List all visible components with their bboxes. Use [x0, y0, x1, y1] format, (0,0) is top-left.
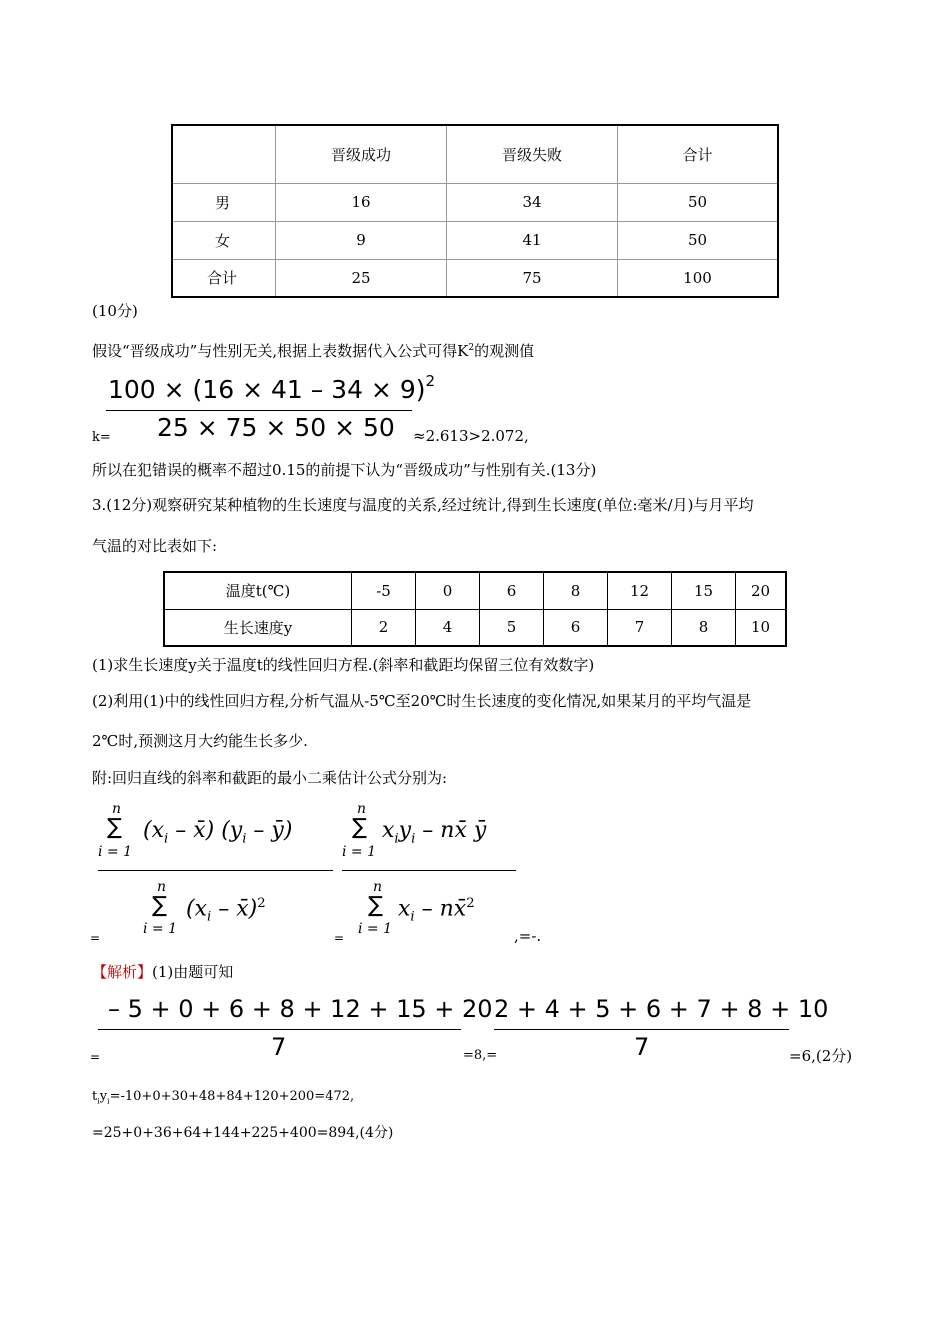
sigma-symbol: ∑	[152, 893, 167, 918]
numerator-2-expression	[382, 818, 486, 846]
subscript-i: i	[207, 909, 212, 925]
table-row-label: 生长速度y	[164, 609, 352, 646]
table-cell: 10	[736, 609, 787, 646]
table-cell: 0	[416, 572, 480, 609]
sum-lower-limit: i = 1	[342, 844, 377, 860]
table-row-label: 温度t(℃)	[164, 572, 352, 609]
sum-lower-limit: i = 1	[143, 921, 178, 937]
sigma-symbol: ∑	[352, 815, 367, 840]
numerator-text: 100 × (16 × 41 – 34 × 9)	[108, 375, 426, 404]
table-header-cell: 合计	[618, 125, 779, 183]
table-cell: 75	[447, 259, 618, 297]
mean-t-result: =8,=	[463, 1048, 498, 1063]
table-header-cell	[172, 125, 276, 183]
table-cell: 50	[618, 183, 779, 221]
analysis-text: (1)由题可知	[152, 963, 234, 981]
k-result: ≈2.613>2.072,	[413, 427, 529, 445]
fraction-bar-1	[98, 870, 333, 871]
k-formula-denominator: 25 × 75 × 50 × 50	[157, 413, 395, 442]
table-row	[164, 609, 786, 646]
mean-y-fraction-bar	[494, 1029, 789, 1030]
table-cell: -5	[352, 572, 416, 609]
table-cell: 5	[480, 609, 544, 646]
table-cell: 2	[352, 609, 416, 646]
mean-y-denominator: 7	[634, 1033, 650, 1061]
exponent: 2	[257, 896, 266, 911]
numerator-2-part: x	[382, 818, 395, 843]
table-cell: 8	[672, 609, 736, 646]
table-cell: 100	[618, 259, 779, 297]
sum-ty-line	[92, 1087, 354, 1112]
hypothesis-line	[92, 338, 534, 361]
table-row	[172, 259, 778, 297]
k-formula-fraction-bar	[106, 410, 412, 411]
table-cell: 25	[276, 259, 447, 297]
score-note: (10分)	[92, 302, 138, 320]
question3-line2: 气温的对比表如下:	[92, 537, 218, 555]
formula-tail: ,=-.	[514, 927, 542, 945]
sum-t-squared-line: =25+0+36+64+144+225+400=894,(4分)	[92, 1125, 394, 1141]
table-cell: 6	[544, 609, 608, 646]
denominator-2-expression	[398, 896, 475, 925]
denominator-2-part: x	[398, 896, 411, 922]
numerator-exponent: 2	[425, 372, 436, 390]
analysis-label: 【解析】	[92, 963, 153, 981]
numerator-1-part: (x	[143, 818, 164, 843]
contingency-table	[171, 124, 779, 298]
question3-part2-line1: (2)利用(1)中的线性回归方程,分析气温从-5℃至20℃时生长速度的变化情况,如果某月的平均气温是	[92, 692, 752, 710]
table-header-cell: 晋级成功	[276, 125, 447, 183]
sum-upper-limit: n	[112, 801, 122, 817]
table-cell: 9	[276, 221, 447, 259]
numerator-2-part: y	[398, 818, 412, 843]
table-cell: 20	[736, 572, 787, 609]
sum-upper-limit: n	[357, 801, 367, 817]
numerator-1-part: – x̄) (y	[168, 818, 243, 843]
analysis-line	[92, 962, 233, 982]
sum-upper-limit: n	[157, 879, 167, 895]
denominator-1-part: – x̄)	[211, 896, 258, 922]
denominator-1-part: (x	[186, 896, 207, 922]
table-cell: 34	[447, 183, 618, 221]
table-cell: 女	[172, 221, 276, 259]
subscript-i: i	[164, 831, 169, 847]
sum-ty-part: y	[99, 1089, 108, 1104]
fraction-bar-2	[342, 870, 516, 871]
table-cell: 男	[172, 183, 276, 221]
table-header-cell: 晋级失败	[447, 125, 618, 183]
sum-ty-subscript: i	[97, 1096, 100, 1106]
hypothesis-text: 假设“晋级成功”与性别无关,根据上表数据代入公式可得K	[92, 342, 469, 360]
mean-t-numerator: – 5 + 0 + 6 + 8 + 12 + 15 + 20	[108, 995, 493, 1023]
k-prefix: k=	[92, 430, 111, 445]
question3-part1: (1)求生长速度y关于温度t的线性回归方程.(斜率和截距均保留三位有效数字)	[92, 656, 595, 674]
exponent: 2	[466, 896, 475, 911]
sum-upper-limit: n	[373, 879, 383, 895]
table-cell: 41	[447, 221, 618, 259]
numerator-1-part: – ȳ)	[246, 818, 293, 843]
hypothesis-exponent: 2	[468, 343, 475, 353]
table-row	[172, 183, 778, 221]
numerator-2-part: – nx̄ ȳ	[415, 818, 487, 843]
mean-t-equals: =	[90, 1050, 101, 1064]
subscript-i: i	[394, 831, 399, 847]
table-header-row	[172, 125, 778, 183]
table-cell: 50	[618, 221, 779, 259]
sum-lower-limit: i = 1	[358, 921, 393, 937]
temperature-growth-table	[163, 571, 787, 647]
table-cell: 6	[480, 572, 544, 609]
numerator-1-expression	[143, 818, 292, 846]
table-cell: 16	[276, 183, 447, 221]
sum-ty-part: =-10+0+30+48+84+120+200=472,	[109, 1089, 355, 1104]
k-formula-numerator	[108, 372, 435, 404]
table-cell: 12	[608, 572, 672, 609]
table-cell: 15	[672, 572, 736, 609]
equals-sign-2: =	[334, 931, 345, 945]
conclusion-text: 所以在犯错误的概率不超过0.15的前提下认为“晋级成功”与性别有关.(13分)	[92, 461, 597, 479]
sigma-symbol: ∑	[368, 893, 383, 918]
table-row	[172, 221, 778, 259]
denominator-2-part: – nx̄	[414, 896, 467, 922]
question3-part2-line2: 2℃时,预测这月大约能生长多少.	[92, 732, 308, 750]
sum-ty-subscript: i	[107, 1096, 110, 1106]
subscript-i: i	[411, 831, 416, 847]
denominator-1-expression	[186, 896, 266, 925]
hypothesis-tail: 的观测值	[474, 342, 535, 360]
table-cell: 8	[544, 572, 608, 609]
table-cell: 合计	[172, 259, 276, 297]
equals-sign-1: =	[90, 931, 101, 945]
table-row	[164, 572, 786, 609]
table-cell: 4	[416, 609, 480, 646]
appendix-text: 附:回归直线的斜率和截距的最小二乘估计公式分别为:	[92, 769, 448, 787]
mean-y-result: =6,(2分)	[789, 1047, 853, 1065]
sum-lower-limit: i = 1	[98, 844, 133, 860]
sum-ty-part: t	[92, 1089, 98, 1104]
table-cell: 7	[608, 609, 672, 646]
sigma-symbol: ∑	[107, 815, 122, 840]
mean-y-numerator: 2 + 4 + 5 + 6 + 7 + 8 + 10	[494, 995, 829, 1023]
question3-line1: 3.(12分)观察研究某种植物的生长速度与温度的关系,经过统计,得到生长速度(单位:毫米/月)与月平均	[92, 496, 754, 514]
mean-t-denominator: 7	[271, 1033, 287, 1061]
mean-t-fraction-bar	[98, 1029, 461, 1030]
subscript-i: i	[410, 909, 415, 925]
subscript-i: i	[242, 831, 247, 847]
